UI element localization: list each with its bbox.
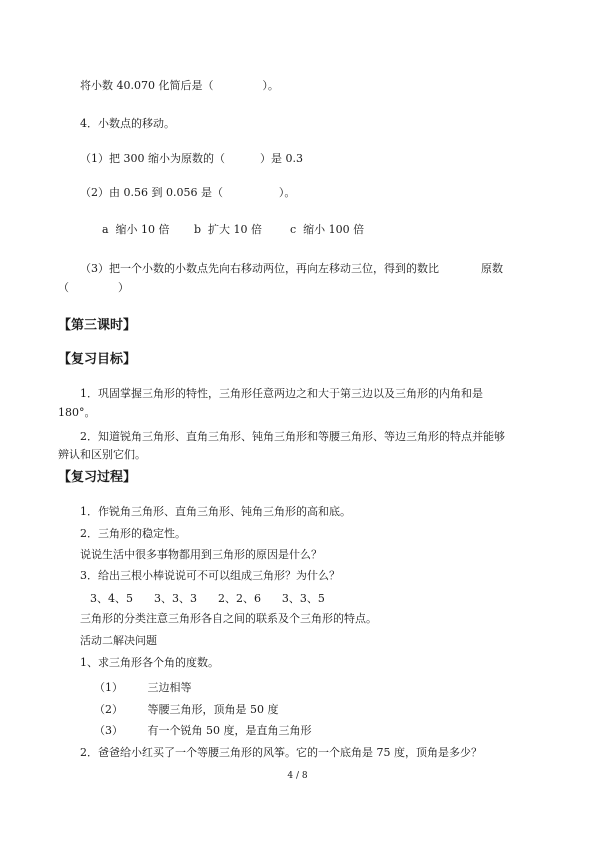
text-line: 1、求三角形各个角的度数。 xyxy=(80,656,219,669)
page-number: 4 / 8 xyxy=(287,771,308,781)
text-line: （1） 三边相等 xyxy=(94,681,192,694)
section-heading: 【复习目标】 xyxy=(58,352,137,367)
text-line: （1）把 300 缩小为原数的（ ）是 0.3 xyxy=(80,152,303,165)
text-line: （ ） xyxy=(58,281,129,294)
text-line: 4．小数点的移动。 xyxy=(80,117,175,130)
text-line: （2） 等腰三角形，顶角是 50 度 xyxy=(94,703,279,716)
text-line: 1．作锐角三角形、直角三角形、钝角三角形的高和底。 xyxy=(80,505,351,518)
text-line: （3） 有一个锐角 50 度，是直角三角形 xyxy=(94,724,312,737)
text-line: （2）由 0.56 到 0.056 是（ ）。 xyxy=(80,186,296,199)
text-line: （3）把一个小数的小数点先向右移动两位，再向左移动三位，得到的数比 原数 xyxy=(80,262,503,275)
section-heading: 【第三课时】 xyxy=(58,318,137,333)
text-line: 180°。 xyxy=(58,406,96,419)
text-line: a 缩小 10 倍 b 扩大 10 倍 c 缩小 100 倍 xyxy=(102,223,365,236)
text-line: 3、4、5 3、3、3 2、2、6 3、3、5 xyxy=(90,592,325,605)
text-line: 说说生活中很多事物都用到三角形的原因是什么？ xyxy=(80,548,322,561)
text-line: 将小数 40.070 化简后是（ ）。 xyxy=(80,79,279,92)
text-line: 3．给出三根小棒说说可不可以组成三角形？为什么？ xyxy=(80,569,340,582)
text-line: 三角形的分类注意三角形各自之间的联系及个三角形的特点。 xyxy=(80,612,377,625)
text-line: 2．爸爸给小红买了一个等腰三角形的风筝。它的一个底角是 75 度，顶角是多少？ xyxy=(80,746,482,759)
text-line: 2．三角形的稳定性。 xyxy=(80,527,186,540)
text-line: 2．知道锐角三角形、直角三角形、钝角三角形和等腰三角形、等边三角形的特点并能够 xyxy=(80,430,505,443)
text-line: 1．巩固掌握三角形的特性，三角形任意两边之和大于第三边以及三角形的内角和是 xyxy=(80,387,483,400)
text-line: 辨认和区别它们。 xyxy=(58,448,146,461)
text-line: 活动二解决问题 xyxy=(80,634,157,647)
section-heading: 【复习过程】 xyxy=(58,470,137,485)
